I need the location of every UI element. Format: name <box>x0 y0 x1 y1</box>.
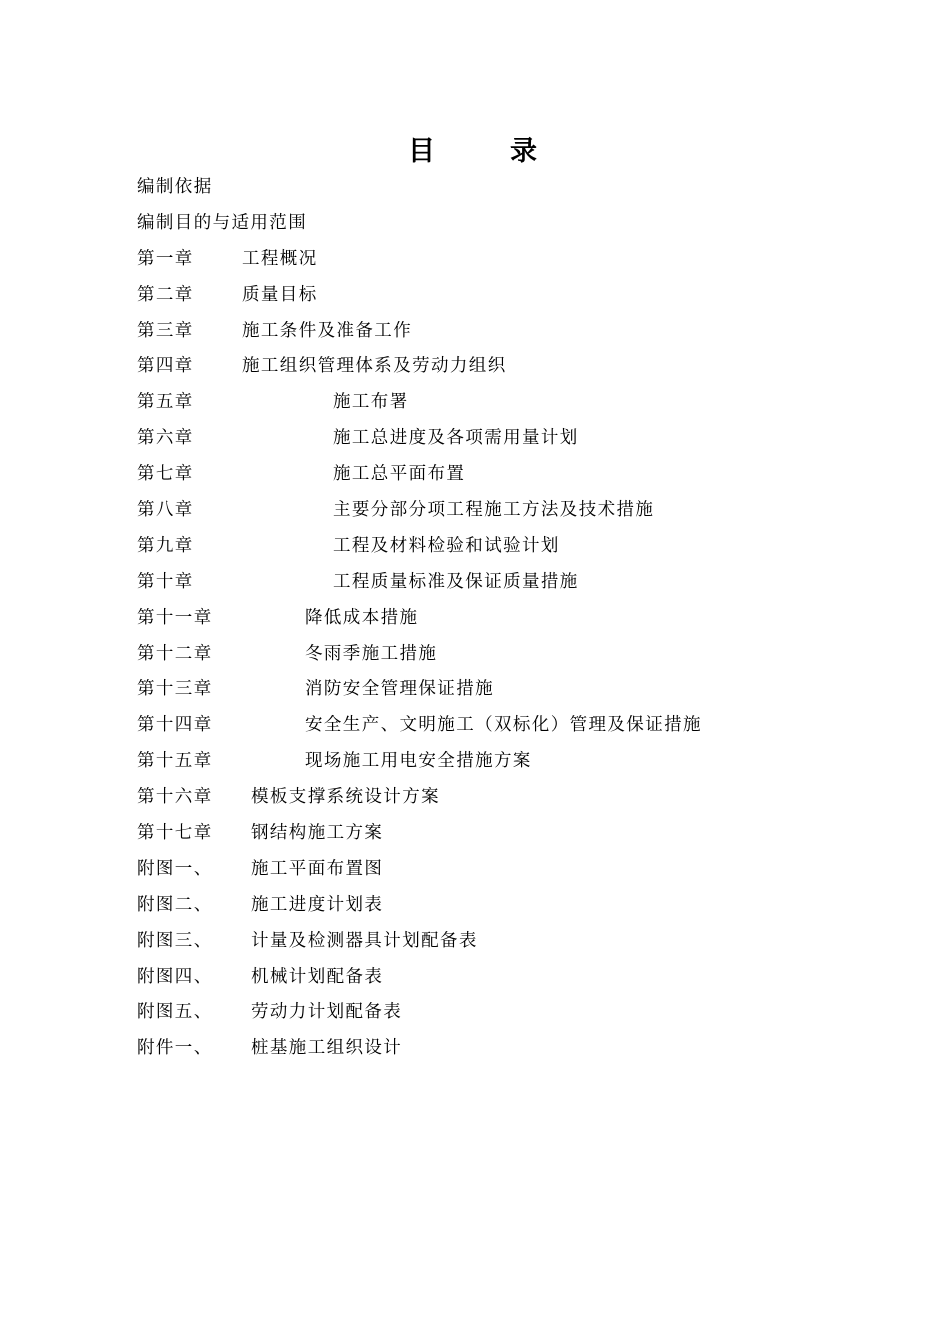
toc-entry-text: 施工平面布置图 <box>251 858 384 879</box>
toc-entry <box>137 852 857 888</box>
toc-entry <box>137 744 857 780</box>
toc-entry-text: 冬雨季施工措施 <box>305 643 438 664</box>
toc-entry <box>137 601 857 637</box>
toc-entry <box>137 816 857 852</box>
toc-entry-label: 第二章 <box>137 284 194 305</box>
toc-entry <box>137 565 857 601</box>
toc-entry-text: 编制依据 <box>137 177 213 197</box>
toc-entry <box>137 1031 857 1067</box>
toc-entry-label: 附图五、 <box>137 1002 213 1023</box>
toc-entry-label: 第十四章 <box>137 715 213 736</box>
toc-entry <box>137 385 857 421</box>
toc-entry-text: 施工布署 <box>333 392 409 413</box>
toc-entry-text: 施工进度计划表 <box>251 894 384 915</box>
toc-entry <box>137 924 857 960</box>
toc-entry-label: 附图三、 <box>137 930 213 951</box>
toc-entry-text: 编制目的与适用范围 <box>137 212 308 233</box>
toc-entry <box>137 529 857 565</box>
toc-entry-text: 计量及检测器具计划配备表 <box>251 930 478 951</box>
toc-entry-text: 质量目标 <box>242 284 318 305</box>
toc-entry <box>137 421 857 457</box>
toc-entry <box>137 780 857 816</box>
toc-entry-text: 施工条件及准备工作 <box>242 320 413 341</box>
toc-entry-text: 施工总平面布置 <box>333 464 466 485</box>
toc-entry <box>137 960 857 996</box>
toc-entry-text: 桩基施工组织设计 <box>251 1038 403 1059</box>
toc-entry-label: 第一章 <box>137 248 194 269</box>
toc-entry-text: 施工组织管理体系及劳动力组织 <box>242 356 507 377</box>
toc-entry-label: 第六章 <box>137 428 194 449</box>
toc-entry-label: 第七章 <box>137 464 194 485</box>
toc-entry <box>137 888 857 924</box>
toc-entry-label: 第三章 <box>137 320 194 341</box>
toc-entry-label: 第十一章 <box>137 607 213 628</box>
toc-entry <box>137 349 857 385</box>
toc-entry-label: 第十章 <box>137 571 194 592</box>
toc-entry <box>137 493 857 529</box>
toc-entry-text: 工程概况 <box>242 248 318 269</box>
toc-entry-label: 第十五章 <box>137 751 213 772</box>
toc-entry-label: 附图二、 <box>137 894 213 915</box>
toc-entry-text: 劳动力计划配备表 <box>251 1002 403 1023</box>
toc-entry-label: 第九章 <box>137 535 194 556</box>
toc-entry-text: 安全生产、文明施工（双标化）管理及保证措施 <box>305 715 702 736</box>
toc-entry-text: 消防安全管理保证措施 <box>305 679 494 700</box>
toc-entry-text: 现场施工用电安全措施方案 <box>305 751 532 772</box>
toc-entry-label: 第十六章 <box>137 787 213 808</box>
toc-list <box>137 170 857 1067</box>
toc-entry-label: 第十二章 <box>137 643 213 664</box>
toc-entry-label: 第八章 <box>137 500 194 521</box>
title-char-2: 录 <box>510 136 537 167</box>
toc-entry <box>137 206 857 242</box>
toc-entry-text: 模板支撑系统设计方案 <box>251 787 440 808</box>
toc-entry-label: 附件一、 <box>137 1038 213 1059</box>
toc-entry <box>137 242 857 278</box>
toc-entry-text: 工程及材料检验和试验计划 <box>333 535 560 556</box>
toc-entry <box>137 637 857 673</box>
toc-entry <box>137 995 857 1031</box>
toc-entry <box>137 708 857 744</box>
toc-entry-label: 第五章 <box>137 392 194 413</box>
toc-entry-label: 第十三章 <box>137 679 213 700</box>
toc-entry-label: 第四章 <box>137 356 194 377</box>
toc-entry-text: 主要分部分项工程施工方法及技术措施 <box>333 500 655 521</box>
toc-entry-label: 附图一、 <box>137 858 213 879</box>
toc-entry-text: 施工总进度及各项需用量计划 <box>333 428 579 449</box>
toc-entry <box>137 672 857 708</box>
toc-entry <box>137 457 857 493</box>
toc-entry-label: 第十七章 <box>137 823 213 844</box>
toc-entry-text: 机械计划配备表 <box>251 966 384 987</box>
toc-entry-text: 钢结构施工方案 <box>251 823 384 844</box>
toc-entry-text: 工程质量标准及保证质量措施 <box>333 571 579 592</box>
title-char-1: 目 <box>408 136 435 167</box>
toc-entry <box>137 170 857 206</box>
toc-entry <box>137 278 857 314</box>
toc-entry-label: 附图四、 <box>137 966 213 987</box>
toc-entry-text: 降低成本措施 <box>305 607 419 628</box>
toc-entry <box>137 314 857 350</box>
